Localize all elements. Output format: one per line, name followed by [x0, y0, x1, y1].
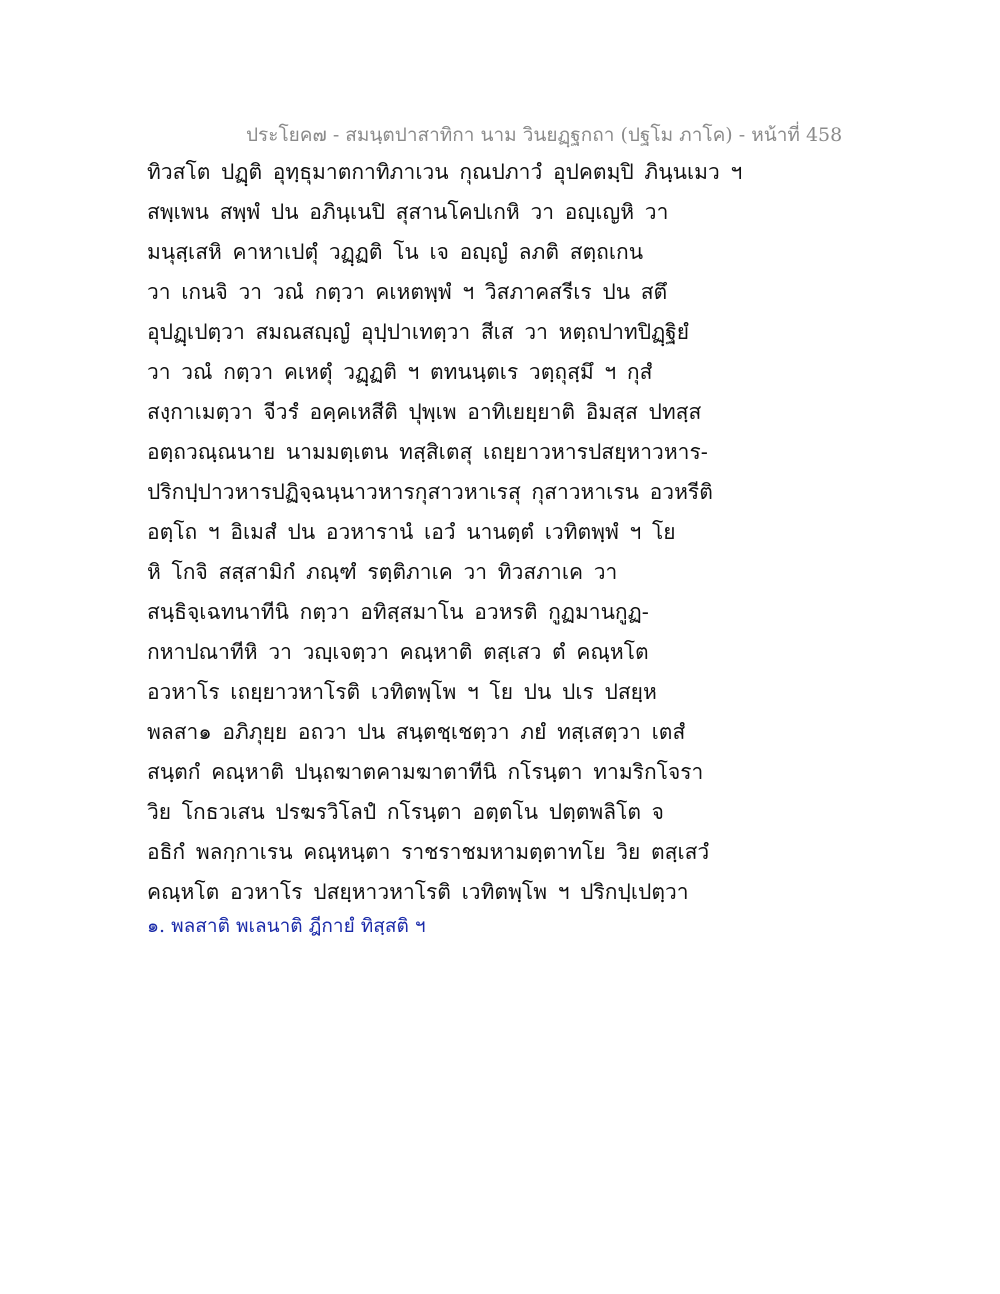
text-line: สนฺธิจฺเฉทนาทีนิ กตฺวา อทิสฺสมาโน อวหรติ กูฏมานกูฏ-: [147, 600, 649, 624]
text-line: สพฺเพน สพฺพํ ปน อภินฺเนปิ สุสานโคปเกหิ วา อญฺเญหิ วา: [147, 200, 669, 224]
text-line: สงฺกาเมตฺวา จีวรํ อคฺคเหสีติ ปุพฺเพ อาทิเยยฺยาติ อิมสฺส ปทสฺส: [147, 400, 702, 424]
text-line: หิ โกจิ สสฺสามิกํ ภณฺฑํ รตฺติภาเค วา ทิวสภาเค วา: [147, 560, 618, 584]
text-line: วา วณํ กตฺวา คเหตุํ วฏฺฏติ ฯ ตทนนฺตเร วตฺถุสฺมึ ฯ กุสํ: [147, 360, 653, 384]
text-line: อตฺโถ ฯ อิเมสํ ปน อวหารานํ เอวํ นานตฺตํ เวทิตพฺพํ ฯ โย: [147, 520, 676, 544]
text-line: พลสา๑ อภิภุยฺย อถวา ปน สนฺตชฺเชตฺวา ภยํ ทสฺเสตฺวา เตสํ: [147, 720, 686, 744]
text-line: กหาปณาทีหิ วา วญฺเจตฺวา คณฺหาติ ตสฺเสว ตํ คณฺหโต: [147, 640, 649, 664]
text-line: อธิกํ พลกฺกาเรน คณฺหนฺตา ราชราชมหามตฺตาทโย วิย ตสฺเสวํ: [147, 840, 710, 864]
text-line: อุปฏฺเปตฺวา สมณสญฺญํ อุปฺปาเทตฺวา สีเส วา หตฺถปาทปิฏฺฐิยํ: [147, 320, 690, 344]
page-header: ประโยค๗ - สมนฺตปาสาทิกา นาม วินยฏฺฐกถา (ปฐโม ภาโค) - หน้าที่ 458: [246, 124, 843, 146]
text-line: คณฺหโต อวหาโร ปสยฺหาวหาโรติ เวทิตพฺโพ ฯ ปริกปฺเปตฺวา: [147, 880, 689, 904]
text-line: ปริกปฺปาวหารปฏิจฺฉนฺนาวหารกุสาวหาเรสุ กุสาวหาเรน อวหรีติ: [147, 480, 713, 504]
text-line: อตฺถวณฺณนาย นามมตฺเตน ทสฺสิเตสุ เถยฺยาวหารปสยฺหาวหาร-: [147, 440, 708, 464]
text-line: ทิวสโต ปฏฺติ อุทฺธุมาตกาทิภาเวน กุณปภาวํ อุปคตมฺปิ ภินฺนเมว ฯ: [147, 160, 743, 184]
footnote: ๑. พลสาติ พเลนาติ ฎีกายํ ทิสฺสติ ฯ: [147, 915, 426, 937]
text-line: อวหาโร เถยฺยาวหาโรติ เวทิตพฺโพ ฯ โย ปน ปเร ปสยฺห: [147, 680, 657, 704]
text-line: วิย โกธวเสน ปรฆรวิโลปํ กโรนฺตา อตฺตโน ปตฺตพลิโต จ: [147, 800, 664, 824]
text-line: มนุสฺเสหิ คาหาเปตุํ วฏฺฏติ โน เจ อญฺญํ ลภติ สตฺถเกน: [147, 240, 644, 264]
text-line: สนฺตกํ คณฺหาติ ปนฺถฆาตคามฆาตาทีนิ กโรนฺตา ทามริกโจรา: [147, 760, 704, 784]
body-text: [147, 158, 743, 918]
text-line: วา เกนจิ วา วณํ กตฺวา คเหตพฺพํ ฯ วิสภาคสรีเร ปน สตึ: [147, 280, 668, 304]
